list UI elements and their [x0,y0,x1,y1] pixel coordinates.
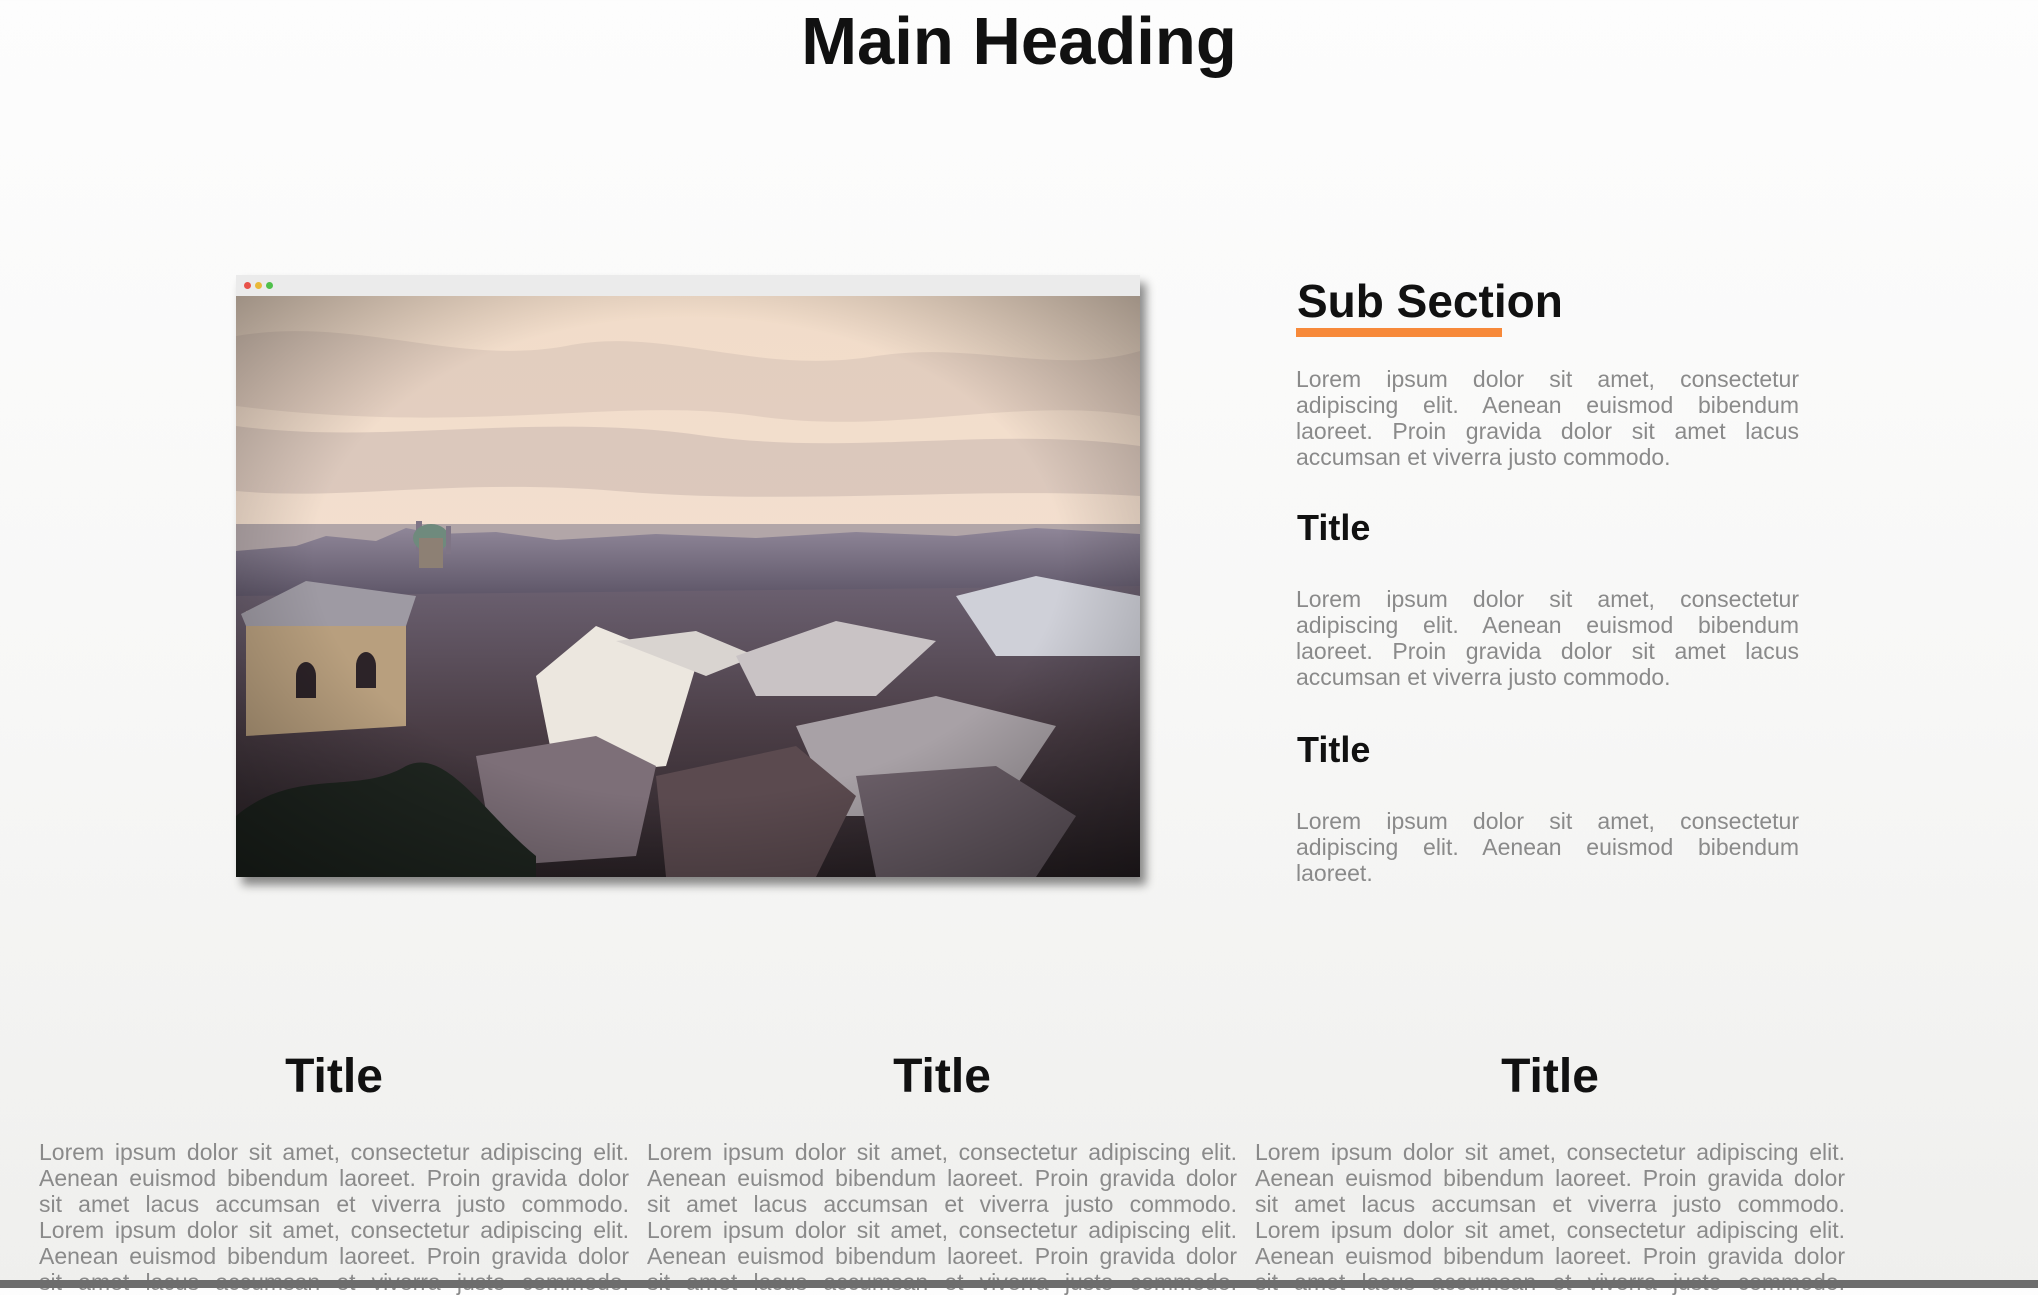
column-text: Lorem ipsum dolor sit amet, consectetur adipiscing elit. Aenean euismod bibendum laoreet. Proin gravida dolor sit amet lacus accumsan et viverra justo commodo. Lorem ipsum dolor sit amet, consectetur adipiscing elit. Aenean euismod bibendum laoreet. Proin gravida dolor [1255,1139,1845,1269]
browser-mockup [236,275,1140,877]
subsection-item-text: Lorem ipsum dolor sit amet, consectetur adipiscing elit. Aenean euismod bibendum laoreet. [1296,808,1799,886]
subsection-item-text: Lorem ipsum dolor sit amet, consectetur adipiscing elit. Aenean euismod bibendum laoreet. Proin gravida dolor sit amet lacus accumsan et viverra justo commodo. [1296,586,1799,690]
subsection-title: Sub Section [1297,275,1563,327]
subsection-accent-underline [1296,328,1502,337]
browser-title-bar [236,275,1140,296]
subsection-item-title: Title [1297,729,1371,770]
page-bottom-edge [0,1280,2038,1288]
city-rooftops-photo [236,296,1140,877]
column-text: Lorem ipsum dolor sit amet, consectetur adipiscing elit. Aenean euismod bibendum laoreet. Proin gravida dolor sit amet lacus accumsan et viverra justo commodo. Lorem ipsum dolor sit amet, consectetur adipiscing elit. Aenean euismod bibendum laoreet. Proin gravida dolor [39,1139,629,1269]
subsection-intro-text: Lorem ipsum dolor sit amet, consectetur adipiscing elit. Aenean euismod bibendum laoreet. Proin gravida dolor sit amet lacus accumsan et viverra justo commodo. [1296,366,1799,470]
subsection-item-title: Title [1297,507,1371,548]
column-title: Title [285,1050,383,1103]
page-title: Main Heading [801,4,1237,79]
window-close-dot-icon [244,282,251,289]
column-text: Lorem ipsum dolor sit amet, consectetur adipiscing elit. Aenean euismod bibendum laoreet. Proin gravida dolor sit amet lacus accumsan et viverra justo commodo. Lorem ipsum dolor sit amet, consectetur adipiscing elit. Aenean euismod bibendum laoreet. Proin gravida dolor [647,1139,1237,1269]
column-title: Title [1501,1050,1599,1103]
column-title: Title [893,1050,991,1103]
window-maximize-dot-icon [266,282,273,289]
window-minimize-dot-icon [255,282,262,289]
